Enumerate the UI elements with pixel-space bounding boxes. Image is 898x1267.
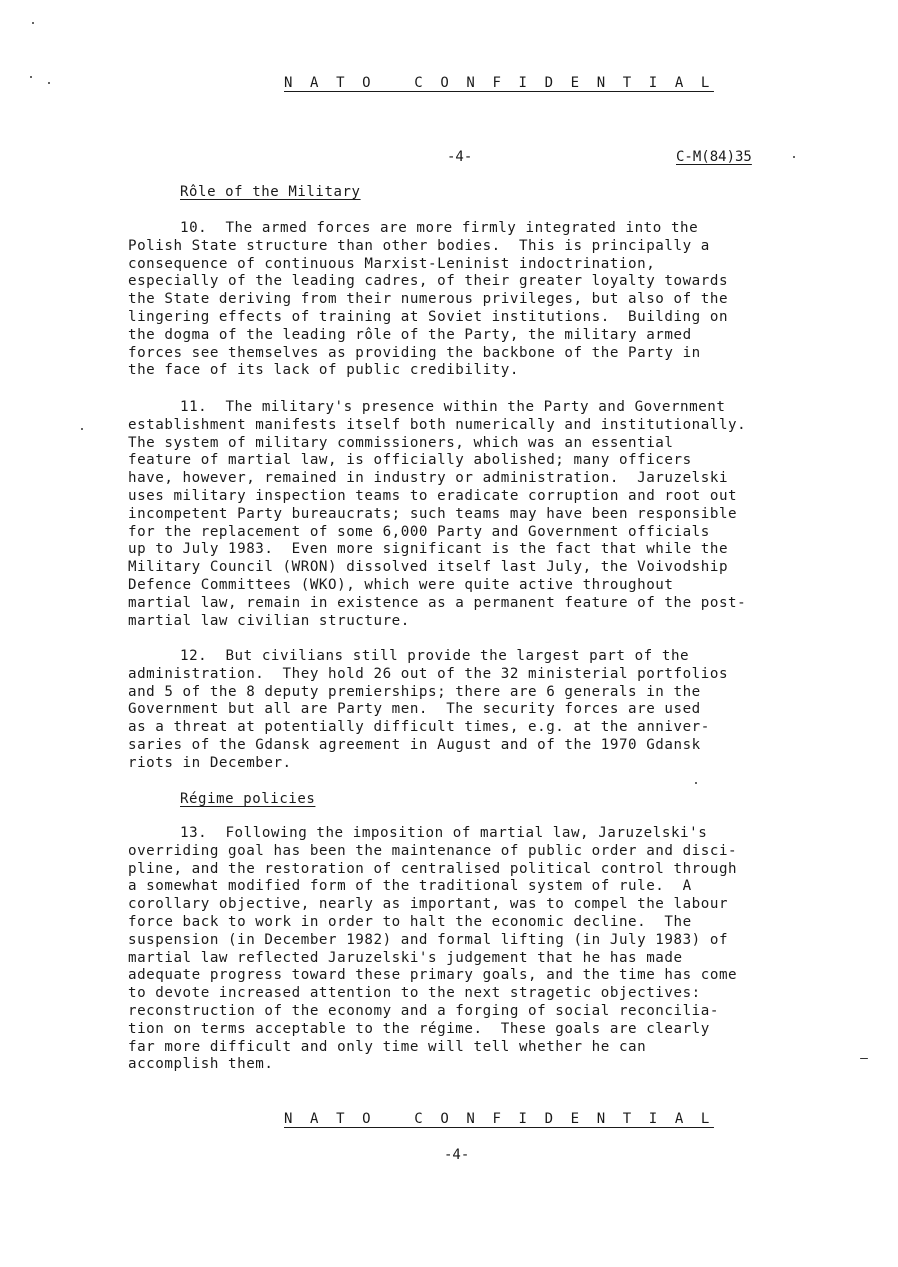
paragraph-line: 10. The armed forces are more firmly integrated into the — [180, 220, 699, 236]
paragraph-line: 11. The military's presence within the Party and Government — [180, 399, 726, 415]
paragraph-11 — [128, 399, 848, 630]
paragraph-line: accomplish them. — [128, 1056, 274, 1073]
paragraph-line: reconstruction of the economy and a forging of social reconcilia- — [128, 1002, 719, 1019]
paragraph-line: corollary objective, nearly as important, was to compel the labour — [128, 896, 729, 913]
paragraph-line: martial law, remain in existence as a permanent feature of the post- — [128, 594, 747, 611]
paragraph-line: pline, and the restoration of centralised political control through — [128, 860, 738, 877]
paragraph-line: for the replacement of some 6,000 Party and Government officials — [128, 523, 710, 540]
paragraph-line: establishment manifests itself both numerically and institutionally. — [128, 416, 747, 433]
scan-speck — [48, 82, 50, 84]
paragraph-line: uses military inspection teams to eradicate corruption and root out — [128, 487, 738, 504]
header-classification: N A T O C O N F I D E N T I A L — [284, 75, 714, 91]
section-heading-role-of-military: Rôle of the Military — [180, 184, 361, 200]
footer-classification: N A T O C O N F I D E N T I A L — [284, 1111, 714, 1127]
paragraph-line: especially of the leading cadres, of their greater loyalty towards — [128, 273, 729, 290]
paragraph-line: 12. But civilians still provide the largest part of the — [180, 648, 690, 664]
paragraph-line: as a threat at potentially difficult times, e.g. at the anniver- — [128, 719, 710, 736]
paragraph-line: administration. They hold 26 out of the 32 ministerial portfolios — [128, 665, 729, 682]
paragraph-line: saries of the Gdansk agreement in August and of the 1970 Gdansk — [128, 736, 701, 753]
scan-speck — [81, 428, 83, 430]
paragraph-line: Military Council (WRON) dissolved itself last July, the Voivodship — [128, 559, 729, 576]
paragraph-13 — [128, 825, 848, 1074]
paragraph-line: to devote increased attention to the next stragetic objectives: — [128, 985, 701, 1002]
paragraph-12 — [128, 648, 848, 773]
paragraph-line: Defence Committees (WKO), which were quite active throughout — [128, 576, 674, 593]
paragraph-line: the dogma of the leading rôle of the Party, the military armed — [128, 326, 692, 343]
paragraph-line: tion on terms acceptable to the régime. These goals are clearly — [128, 1020, 710, 1037]
document-reference: C-M(84)35 — [676, 149, 752, 165]
paragraph-line: forces see themselves as providing the backbone of the Party in — [128, 344, 701, 361]
paragraph-line: riots in December. — [128, 754, 292, 771]
paragraph-line: adequate progress toward these primary goals, and the time has come — [128, 967, 738, 984]
header-page-number: -4- — [447, 149, 473, 165]
paragraph-line: Government but all are Party men. The security forces are used — [128, 701, 701, 718]
paragraph-line: lingering effects of training at Soviet institutions. Building on — [128, 308, 729, 325]
paragraph-line: 13. Following the imposition of martial law, Jaruzelski's — [180, 825, 708, 841]
scan-speck — [860, 1058, 868, 1059]
paragraph-line: overriding goal has been the maintenance of public order and disci- — [128, 842, 738, 859]
paragraph-line: Polish State structure than other bodies. This is principally a — [128, 237, 710, 254]
paragraph-line: and 5 of the 8 deputy premierships; there are 6 generals in the — [128, 683, 701, 700]
paragraph-line: feature of martial law, is officially abolished; many officers — [128, 452, 692, 469]
paragraph-line: have, however, remained in industry or administration. Jaruzelski — [128, 470, 729, 487]
paragraph-line: martial law reflected Jaruzelski's judgement that he has made — [128, 949, 683, 966]
paragraph-line: up to July 1983. Even more significant is the fact that while the — [128, 541, 729, 558]
paragraph-line: incompetent Party bureaucrats; such teams may have been responsible — [128, 505, 738, 522]
scan-speck — [793, 156, 795, 158]
scan-speck — [30, 76, 32, 78]
paragraph-line: force back to work in order to halt the economic decline. The — [128, 913, 692, 930]
paragraph-10 — [128, 220, 848, 380]
paragraph-line: The system of military commissioners, which was an essential — [128, 434, 674, 451]
paragraph-line: consequence of continuous Marxist-Leninist indoctrination, — [128, 255, 656, 272]
paragraph-line: the State deriving from their numerous privileges, but also of the — [128, 291, 729, 308]
paragraph-line: a somewhat modified form of the traditional system of rule. A — [128, 878, 692, 895]
scan-speck — [695, 782, 697, 784]
paragraph-line: martial law civilian structure. — [128, 612, 410, 629]
paragraph-line: the face of its lack of public credibility. — [128, 362, 519, 379]
paragraph-line: far more difficult and only time will tell whether he can — [128, 1038, 647, 1055]
paragraph-line: suspension (in December 1982) and formal lifting (in July 1983) of — [128, 931, 729, 948]
footer-page-number: -4- — [444, 1147, 470, 1163]
scan-speck — [32, 22, 34, 24]
section-heading-regime-policies: Régime policies — [180, 791, 316, 807]
